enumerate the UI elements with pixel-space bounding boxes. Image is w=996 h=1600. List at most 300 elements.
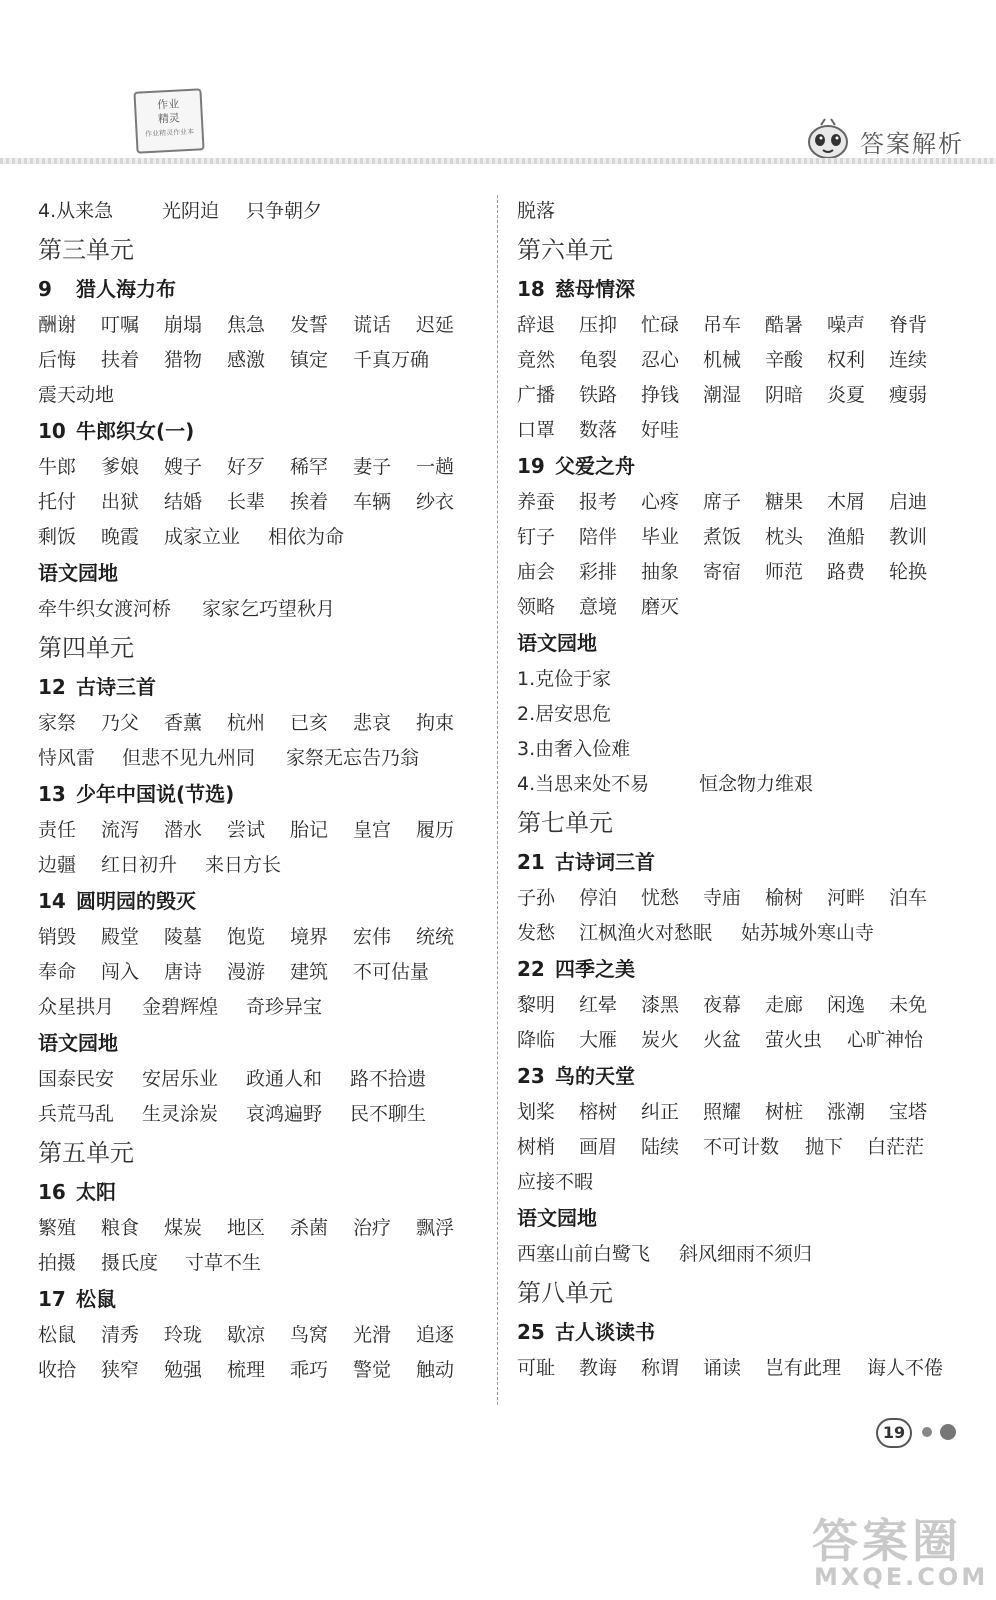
vocab-word: 悲哀	[353, 712, 392, 734]
vocab-word: 降临	[517, 1029, 556, 1051]
word-row	[517, 1165, 962, 1200]
vocab-word: 摄氏度	[101, 1252, 159, 1274]
vocab-word: 不可估量	[353, 961, 430, 983]
lesson-number: 14	[38, 889, 66, 913]
vocab-word: 履历	[416, 819, 455, 841]
vocab-word: 结婚	[164, 491, 203, 513]
vocab-word: 涨潮	[827, 1101, 866, 1123]
vocab-word: 光阴迫	[162, 200, 220, 222]
vocab-word: 好歹	[227, 456, 266, 478]
lesson-number: 19	[517, 454, 545, 478]
vocab-word: 寸草不生	[185, 1252, 262, 1274]
watermark-logo-text: 答案圈	[812, 1514, 962, 1568]
vocab-word: 不可计数	[703, 1136, 780, 1158]
vocab-word: 长辈	[227, 491, 266, 513]
vocab-word: 树梢	[517, 1136, 556, 1158]
vocab-word: 只争朝夕	[246, 200, 323, 222]
vocab-word: 辛酸	[765, 349, 804, 371]
vocab-word: 糖果	[765, 491, 804, 513]
word-row	[517, 308, 962, 343]
vocab-word: 境界	[290, 926, 329, 948]
vocab-word: 殿堂	[101, 926, 140, 948]
vocab-word: 红日初升	[101, 854, 178, 876]
header-divider	[0, 158, 996, 164]
vocab-word: 梳理	[227, 1359, 266, 1381]
word-row	[38, 194, 498, 229]
vocab-word: 焦急	[227, 314, 266, 336]
lesson-number: 17	[38, 1287, 66, 1311]
unit-heading: 第八单元	[517, 1279, 613, 1307]
word-row	[517, 881, 962, 916]
word-row	[38, 848, 498, 883]
stamp-line-2: 精灵	[157, 111, 181, 126]
vocab-word: 炎夏	[827, 384, 866, 406]
vocab-word: 路费	[827, 561, 866, 583]
vocab-word: 江枫渔火对愁眠	[579, 922, 713, 944]
vocab-word: 一趟	[416, 456, 455, 478]
vocab-word: 政通人和	[246, 1068, 323, 1090]
lesson-title: 太阳	[76, 1180, 116, 1204]
lesson-title: 慈母情深	[555, 277, 635, 301]
vocab-word: 繁殖	[38, 1217, 77, 1239]
vocab-word: 已亥	[290, 712, 329, 734]
vocab-word: 走廊	[765, 994, 804, 1016]
vocab-word: 恃风雷	[38, 747, 96, 769]
stamp-line-1: 作业	[156, 97, 180, 112]
vocab-word: 酷暑	[765, 314, 804, 336]
vocab-word: 剩饭	[38, 526, 77, 548]
vocab-word: 铁路	[579, 384, 618, 406]
vocab-word: 爹娘	[101, 456, 140, 478]
lesson-heading	[38, 413, 498, 450]
lesson-heading	[38, 883, 498, 920]
vocab-word: 出狱	[101, 491, 140, 513]
lesson-title: 古诗词三首	[555, 850, 655, 874]
vocab-word: 陵墓	[164, 926, 203, 948]
vocab-word: 家祭	[38, 712, 77, 734]
vocab-word: 杀菌	[290, 1217, 329, 1239]
lesson-heading	[38, 669, 498, 706]
word-row	[38, 920, 498, 955]
right-column	[517, 194, 962, 1386]
vocab-word: 机械	[703, 349, 742, 371]
vocab-word: 潜水	[164, 819, 203, 841]
lesson-title: 松鼠	[76, 1287, 116, 1311]
lesson-number: 9	[38, 277, 52, 301]
vocab-word: 竟然	[517, 349, 556, 371]
word-row	[38, 485, 498, 520]
word-row	[38, 706, 498, 741]
vocab-word: 发誓	[290, 314, 329, 336]
vocab-word: 清秀	[101, 1324, 140, 1346]
vocab-word: 斜风细雨不须归	[679, 1243, 813, 1265]
vocab-word: 轮换	[889, 561, 928, 583]
word-row	[517, 485, 962, 520]
lesson-number: 21	[517, 850, 545, 874]
vocab-word: 勉强	[164, 1359, 203, 1381]
vocab-word: 启迪	[889, 491, 928, 513]
vocab-word: 香薰	[164, 712, 203, 734]
vocab-word: 拍摄	[38, 1252, 77, 1274]
vocab-word: 地区	[227, 1217, 266, 1239]
lesson-title: 圆明园的毁灭	[76, 889, 196, 913]
word-row	[517, 988, 962, 1023]
vocab-word: 追逐	[416, 1324, 455, 1346]
vocab-word: 广播	[517, 384, 556, 406]
lesson-heading	[38, 1281, 498, 1318]
section-heading: 语文园地	[38, 1031, 118, 1055]
vocab-word: 酬谢	[38, 314, 77, 336]
word-row	[38, 520, 498, 555]
vocab-word: 寺庙	[703, 887, 742, 909]
word-row	[38, 741, 498, 776]
word-row	[38, 378, 498, 413]
vocab-word: 拘束	[416, 712, 455, 734]
vocab-word: 岂有此理	[765, 1357, 842, 1379]
vocab-word: 牛郎	[38, 456, 77, 478]
vocab-word: 子孙	[517, 887, 556, 909]
vocab-word: 嫂子	[164, 456, 203, 478]
lesson-number: 13	[38, 782, 66, 806]
vocab-word: 责任	[38, 819, 77, 841]
vocab-word: 钉子	[517, 526, 556, 548]
vocab-word: 火盆	[703, 1029, 742, 1051]
vocab-word: 压抑	[579, 314, 618, 336]
vocab-word: 相依为命	[268, 526, 345, 548]
vocab-word: 纱衣	[416, 491, 455, 513]
vocab-word: 但悲不见九州同	[122, 747, 256, 769]
vocab-word: 榕树	[579, 1101, 618, 1123]
vocab-word: 粮食	[101, 1217, 140, 1239]
vocab-word: 好哇	[641, 419, 680, 441]
vocab-word: 感激	[227, 349, 266, 371]
left-column	[38, 194, 498, 1388]
page-number: 19	[876, 1418, 912, 1448]
vocab-word: 数落	[579, 419, 618, 441]
word-row	[38, 1353, 498, 1388]
vocab-word: 鸟窝	[290, 1324, 329, 1346]
vocab-word: 触动	[416, 1359, 455, 1381]
lesson-heading	[38, 776, 498, 813]
vocab-word: 挣钱	[641, 384, 680, 406]
page-dot-small	[922, 1427, 932, 1437]
word-row	[38, 343, 498, 378]
word-row	[517, 1351, 962, 1386]
vocab-word: 飘浮	[416, 1217, 455, 1239]
vocab-word: 边疆	[38, 854, 77, 876]
word-row	[517, 194, 962, 229]
word-row	[38, 308, 498, 343]
lesson-title: 古人谈读书	[555, 1320, 655, 1344]
unit-heading: 第五单元	[38, 1139, 134, 1167]
lesson-heading	[38, 1174, 498, 1211]
vocab-word: 稀罕	[290, 456, 329, 478]
lesson-heading	[517, 844, 962, 881]
section-heading: 语文园地	[517, 631, 597, 655]
vocab-word: 收拾	[38, 1359, 77, 1381]
vocab-word: 停泊	[579, 887, 618, 909]
vocab-word: 抽象	[641, 561, 680, 583]
lesson-heading	[517, 1314, 962, 1351]
vocab-word: 红晕	[579, 994, 618, 1016]
vocab-word: 教诲	[579, 1357, 618, 1379]
vocab-word: 吊车	[703, 314, 742, 336]
mascot-icon	[805, 116, 851, 162]
word-row	[517, 520, 962, 555]
lesson-number: 18	[517, 277, 545, 301]
vocab-word: 歇凉	[227, 1324, 266, 1346]
stamp-line-3: 作业精灵作业本	[144, 127, 195, 139]
word-row	[517, 767, 962, 802]
vocab-word: 来日方长	[205, 854, 282, 876]
vocab-word: 宏伟	[353, 926, 392, 948]
vocab-word: 扶着	[101, 349, 140, 371]
lesson-number: 16	[38, 1180, 66, 1204]
vocab-word: 应接不暇	[517, 1171, 594, 1193]
vocab-word: 白茫茫	[867, 1136, 925, 1158]
vocab-word: 光滑	[353, 1324, 392, 1346]
vocab-word: 猎物	[164, 349, 203, 371]
vocab-word: 治疗	[353, 1217, 392, 1239]
vocab-word: 狭窄	[101, 1359, 140, 1381]
vocab-word: 榆树	[765, 887, 804, 909]
vocab-word: 脱落	[517, 200, 556, 222]
vocab-word: 牵牛织女渡河桥	[38, 598, 172, 620]
vocab-word: 4.从来急	[38, 200, 114, 222]
vocab-word: 寄宿	[703, 561, 742, 583]
vocab-word: 陆续	[641, 1136, 680, 1158]
vocab-word: 叮嘱	[101, 314, 140, 336]
vocab-word: 辞退	[517, 314, 556, 336]
word-row	[38, 990, 498, 1025]
vocab-word: 称谓	[641, 1357, 680, 1379]
vocab-word: 民不聊生	[350, 1103, 427, 1125]
column-divider	[497, 195, 498, 1405]
word-row	[517, 590, 962, 625]
vocab-word: 车辆	[353, 491, 392, 513]
word-row	[38, 450, 498, 485]
vocab-word: 师范	[765, 561, 804, 583]
page-dot-large	[940, 1424, 956, 1440]
vocab-word: 木屑	[827, 491, 866, 513]
vocab-word: 大雁	[579, 1029, 618, 1051]
lesson-number: 12	[38, 675, 66, 699]
word-row	[517, 413, 962, 448]
vocab-word: 千真万确	[353, 349, 430, 371]
vocab-word: 流泻	[101, 819, 140, 841]
vocab-word: 教训	[889, 526, 928, 548]
vocab-word: 哀鸿遍野	[246, 1103, 323, 1125]
vocab-word: 漫游	[227, 961, 266, 983]
vocab-word: 瘦弱	[889, 384, 928, 406]
vocab-word: 奇珍异宝	[246, 996, 323, 1018]
vocab-word: 忧愁	[641, 887, 680, 909]
vocab-word: 建筑	[290, 961, 329, 983]
vocab-word: 噪声	[827, 314, 866, 336]
page-header	[0, 0, 996, 175]
vocab-word: 家祭无忘告乃翁	[286, 747, 420, 769]
vocab-word: 萤火虫	[765, 1029, 823, 1051]
vocab-word: 诲人不倦	[867, 1357, 944, 1379]
word-row	[38, 1211, 498, 1246]
vocab-word: 潮湿	[703, 384, 742, 406]
word-row	[38, 955, 498, 990]
lesson-title: 鸟的天堂	[555, 1064, 635, 1088]
vocab-word: 忙碌	[641, 314, 680, 336]
vocab-word: 养蚕	[517, 491, 556, 513]
vocab-word: 唐诗	[164, 961, 203, 983]
word-row	[517, 916, 962, 951]
vocab-word: 警觉	[353, 1359, 392, 1381]
vocab-word: 画眉	[579, 1136, 618, 1158]
vocab-word: 奉命	[38, 961, 77, 983]
word-row	[38, 592, 498, 627]
vocab-word: 可耻	[517, 1357, 556, 1379]
vocab-word: 脊背	[889, 314, 928, 336]
vocab-word: 兵荒马乱	[38, 1103, 115, 1125]
lesson-number: 23	[517, 1064, 545, 1088]
section-heading: 语文园地	[517, 1206, 597, 1230]
vocab-word: 领略	[517, 596, 556, 618]
lesson-heading	[38, 271, 498, 308]
vocab-word: 煮饭	[703, 526, 742, 548]
word-row	[517, 1095, 962, 1130]
vocab-word: 乖巧	[290, 1359, 329, 1381]
vocab-word: 国泰民安	[38, 1068, 115, 1090]
word-row	[38, 1097, 498, 1132]
vocab-word: 乃父	[101, 712, 140, 734]
vocab-word: 闲逸	[827, 994, 866, 1016]
lesson-title: 牛郎织女(一)	[76, 419, 195, 443]
word-row	[517, 343, 962, 378]
vocab-word: 陪伴	[579, 526, 618, 548]
answer-line: 2.居安思危	[517, 703, 612, 725]
lesson-number: 25	[517, 1320, 545, 1344]
unit-heading: 第三单元	[38, 236, 134, 264]
lesson-heading	[517, 951, 962, 988]
vocab-word: 报考	[579, 491, 618, 513]
vocab-word: 彩排	[579, 561, 618, 583]
vocab-word: 尝试	[227, 819, 266, 841]
vocab-word: 玲珑	[164, 1324, 203, 1346]
word-row	[517, 1130, 962, 1165]
vocab-word: 晚霞	[101, 526, 140, 548]
vocab-word: 金碧辉煌	[142, 996, 219, 1018]
vocab-word: 崩塌	[164, 314, 203, 336]
vocab-word: 姑苏城外寒山寺	[741, 922, 875, 944]
unit-heading: 第四单元	[38, 634, 134, 662]
vocab-word: 安居乐业	[142, 1068, 219, 1090]
vocab-word: 镇定	[290, 349, 329, 371]
word-row	[517, 555, 962, 590]
vocab-word: 龟裂	[579, 349, 618, 371]
word-row	[517, 378, 962, 413]
vocab-word: 闯入	[101, 961, 140, 983]
lesson-title: 猎人海力布	[76, 277, 176, 301]
vocab-word: 松鼠	[38, 1324, 77, 1346]
vocab-word: 发愁	[517, 922, 556, 944]
vocab-word: 生灵涂炭	[142, 1103, 219, 1125]
vocab-word: 统统	[416, 926, 455, 948]
vocab-word: 枕头	[765, 526, 804, 548]
vocab-word: 泊车	[889, 887, 928, 909]
vocab-word: 忍心	[641, 349, 680, 371]
vocab-word: 磨灭	[641, 596, 680, 618]
vocab-word: 饱览	[227, 926, 266, 948]
vocab-word: 渔船	[827, 526, 866, 548]
vocab-word: 杭州	[227, 712, 266, 734]
vocab-word: 纠正	[641, 1101, 680, 1123]
vocab-word: 黎明	[517, 994, 556, 1016]
word-row	[38, 1062, 498, 1097]
vocab-word: 成家立业	[164, 526, 241, 548]
vocab-word: 宝塔	[889, 1101, 928, 1123]
vocab-word: 漆黑	[641, 994, 680, 1016]
vocab-word: 迟延	[416, 314, 455, 336]
vocab-word: 照耀	[703, 1101, 742, 1123]
brand-stamp-logo	[133, 88, 204, 153]
answer-line: 3.由奢入俭难	[517, 738, 631, 760]
word-row	[517, 1237, 962, 1272]
vocab-word: 煤炭	[164, 1217, 203, 1239]
lesson-title: 父爱之舟	[555, 454, 635, 478]
vocab-word: 谎话	[353, 314, 392, 336]
lesson-title: 少年中国说(节选)	[76, 782, 235, 806]
unit-heading: 第六单元	[517, 236, 613, 264]
vocab-word: 席子	[703, 491, 742, 513]
site-watermark	[800, 1505, 990, 1597]
vocab-word: 河畔	[827, 887, 866, 909]
lesson-title: 古诗三首	[76, 675, 156, 699]
vocab-word: 后悔	[38, 349, 77, 371]
vocab-word: 毕业	[641, 526, 680, 548]
header-title: 答案解析	[860, 130, 964, 158]
answer-line: 1.克俭于家	[517, 668, 612, 690]
vocab-word: 挨着	[290, 491, 329, 513]
vocab-word: 意境	[579, 596, 618, 618]
vocab-word: 口罩	[517, 419, 556, 441]
lesson-title: 四季之美	[555, 957, 635, 981]
vocab-word: 树桩	[765, 1101, 804, 1123]
vocab-word: 妻子	[353, 456, 392, 478]
vocab-word: 震天动地	[38, 384, 115, 406]
vocab-word: 销毁	[38, 926, 77, 948]
vocab-word: 胎记	[290, 819, 329, 841]
vocab-word: 划桨	[517, 1101, 556, 1123]
word-row	[38, 1246, 498, 1281]
word-row	[517, 1023, 962, 1058]
vocab-word: 路不拾遗	[350, 1068, 427, 1090]
vocab-word: 众星拱月	[38, 996, 115, 1018]
lesson-heading	[517, 271, 962, 308]
vocab-word: 夜幕	[703, 994, 742, 1016]
vocab-word: 炭火	[641, 1029, 680, 1051]
vocab-word: 心旷神怡	[847, 1029, 924, 1051]
lesson-number: 10	[38, 419, 66, 443]
vocab-word: 心疼	[641, 491, 680, 513]
word-row	[38, 1318, 498, 1353]
unit-heading: 第七单元	[517, 809, 613, 837]
word-row	[38, 813, 498, 848]
lesson-number: 22	[517, 957, 545, 981]
section-heading: 语文园地	[38, 561, 118, 585]
vocab-word: 庙会	[517, 561, 556, 583]
vocab-word: 西塞山前白鹭飞	[517, 1243, 651, 1265]
lesson-heading	[517, 1058, 962, 1095]
vocab-word: 连续	[889, 349, 928, 371]
vocab-word: 4.当思来处不易	[517, 773, 650, 795]
vocab-word: 托付	[38, 491, 77, 513]
